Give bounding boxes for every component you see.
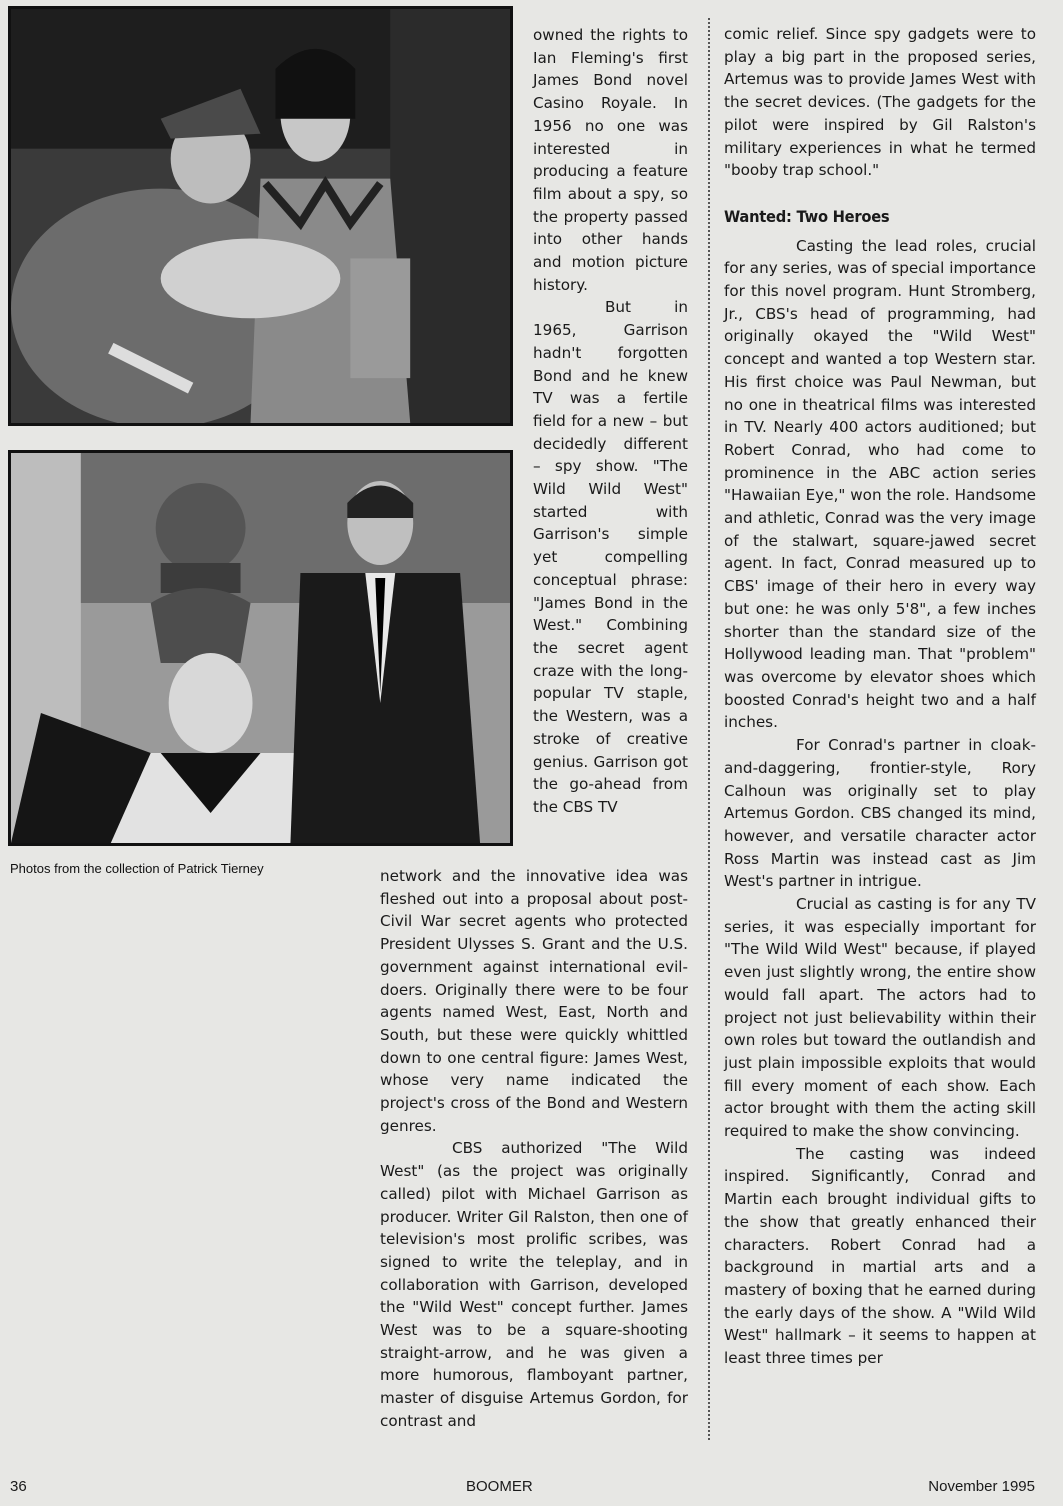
photo-caption: Photos from the collection of Patrick Tierney [10, 861, 264, 876]
column-right [724, 23, 1036, 1370]
magazine-name: BOOMER [466, 1478, 533, 1495]
page-number: 36 [10, 1478, 27, 1495]
paragraph: Crucial as casting is for any TV series, it was especially important for "The Wild Wild West" because, if played even just slightly wrong, the entire show would fall apart. The actors had to project not just believability within their own roles but toward the outlandish and just plain impossible exploits that would fill every moment of each show. Each actor brought with them the acting skill required to make the show convincing. [724, 895, 1036, 1141]
paragraph: CBS authorized "The Wild West" (as the project was originally called) pilot with Michael Garrison as producer. Writer Gil Ralston, then one of television's most prolific scribes, was signed to write the teleplay, and in collaboration with Garrison, developed the "Wild West" concept further. James West was to be a square-shooting straight-arrow, and he was given a more humorous, flamboyant partner, master of disguise Artemus Gordon, for contrast and [380, 1139, 688, 1430]
paragraph: For Conrad's partner in cloak-and-daggering, frontier-style, Rory Calhoun was originally set to play Artemus Gordon. CBS changed its mind, however, and versatile character actor Ross Martin was instead cast as Jim West's partner in intrigue. [724, 736, 1036, 891]
column-divider [708, 18, 710, 1440]
paragraph: comic relief. Since spy gadgets were to play a big part in the proposed series, Artemus was to provide James West with the secret devices. (The gadgets for the pilot were inspired by Gil Ralston's military experiences in what he termed "booby trap school." [724, 25, 1036, 180]
paragraph: Casting the lead roles, crucial for any series, was of special importance for this novel program. Hunt Stromberg, Jr., CBS's head of programming, had originally okayed the "Wild West" concept and wanted a top Western star. His first choice was Paul Newman, but no one in theatrical films was interested in TV. Nearly 400 actors auditioned; but Robert Conrad, who had come to prominence in the ABC action series "Hawaiian Eye," won the role. Handsome and athletic, Conrad was the very image of the stalwart, square-jawed secret agent. In fact, Conrad measured up to CBS' image of their hero in every way but one: he was only 5'8", a few inches shorter than the standard size of the Hollywood leading man. That "problem" was overcome by elevator shoes which boosted Conrad's height two and a half inches. [724, 236, 1036, 732]
photo-bottom-image [11, 453, 510, 843]
section-heading: Wanted: Two Heroes [724, 206, 890, 226]
photo-top [8, 6, 513, 426]
column-middle-bottom [380, 865, 688, 1433]
issue-date: November 1995 [928, 1478, 1035, 1495]
column-middle-top [533, 24, 688, 819]
paragraph: owned the rights to Ian Fleming's first James Bond novel Casino Royale. In 1956 no one was interested in producing a feature film about a spy, so the property passed into other hands and motion picture history. [533, 26, 688, 294]
paragraph: network and the innovative idea was fleshed out into a proposal about post-Civil War secret agents who protected President Ulysses S. Grant and the U.S. government against international evil-doers. Originally there were to be four agents named West, East, North and South, but these were quickly whittled down to one central figure: James West, whose very name indicated the project's cross of the Bond and Western genres. [380, 867, 688, 1135]
photo-bottom [8, 450, 513, 846]
paragraph: The casting was indeed inspired. Significantly, Conrad and Martin each brought individual gifts to the show that greatly enhanced their characters. Robert Conrad had a background in martial arts and a mastery of boxing that he earned during the early days of the show. A "Wild Wild West" hallmark – it seems to happen at least three times per [724, 1144, 1036, 1368]
photo-top-image [11, 9, 510, 423]
paragraph: But in 1965, Garrison hadn't forgotten Bond and he knew TV was a fertile field for a new – but decidedly different – spy show. "The Wild Wild West" started with Garrison's simple yet compelling conceptual phrase: "James Bond in the West." Combining the secret agent craze with the long-popular TV staple, the Western, was a stroke of creative genius. Garrison got the go-ahead from the CBS TV [533, 298, 688, 816]
